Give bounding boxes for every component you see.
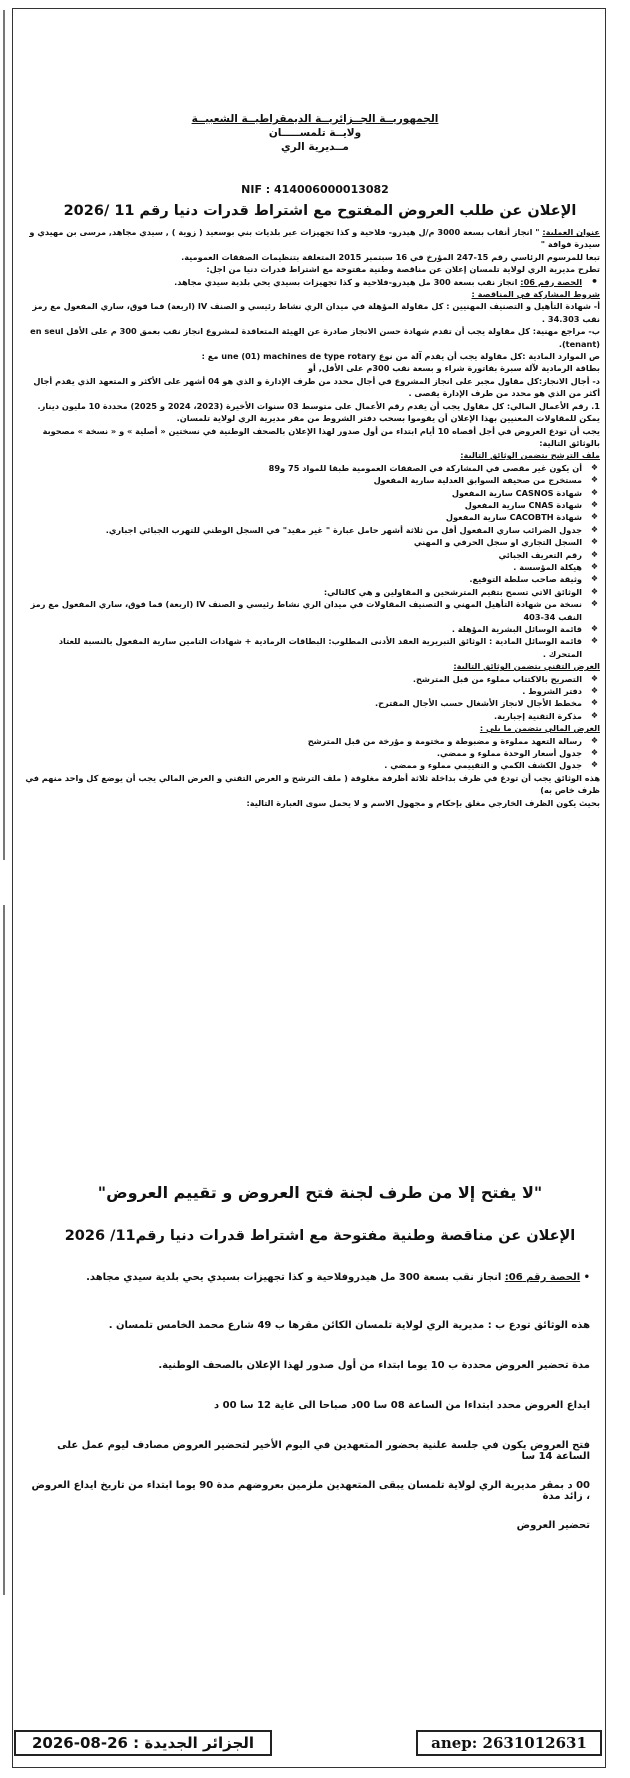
condition-references: ب- مراجع مهنية: كل مقاولة يجب أن تقدم شهادة حسن الانجاز صادرة عن الهيئة المتعاقدة لمشروع انجاز نقب بعمق 300 م على الأقل en seul (tenant). <box>30 326 600 349</box>
financial-offer-list <box>24 735 600 772</box>
header-directorate: مــديرية الري <box>281 141 349 153</box>
list-item: ❖ رقم التعريف الجبائي <box>24 549 584 561</box>
list-item: ❖ التصريح بالاكتتاب مملوء من قبل المترشح. <box>24 673 584 685</box>
list-item: ❖ هيكلة المؤسسة . <box>24 561 584 573</box>
list-item: ❖ الوثائق الاتي تسمح بتقيم المترشحين و المقاولين و هي كالتالي: <box>24 586 584 598</box>
list-item: ❖ جدول الضرائب ساري المفعول أقل من ثلاثة أشهر حامل عبارة " غير مقيد" في السجل الوطني للتهرب الجبائي اجباري. <box>24 524 584 536</box>
technical-offer-heading: العرض التقني يتضمن الوثائق التالية: <box>453 661 600 672</box>
list-item: ❖ السجل التجاري او سجل الحرفي و المهني <box>24 536 584 548</box>
decree-reference: تبعا للمرسوم الرئاسي رقم 15-247 المؤرخ في 16 سبتمبر 2015 المتعلقة بتنظيمات الصفقات العمومية. <box>181 251 600 262</box>
document-header <box>0 112 630 154</box>
list-item: ❖ دفتر الشروط . <box>24 685 584 697</box>
list-item: ❖ أن يكون غير مقصى في المشاركة في الصفقات العمومية طبقا للمواد 75 و89 <box>24 462 584 474</box>
list-item: ❖ مذكرة التقنية إجبارية. <box>24 710 584 722</box>
list-item: ❖ رسالة التعهد مملوءة و مضبوطة و مختومة و مؤرخة من قبل المترشح <box>24 735 584 747</box>
lot-list <box>24 276 600 288</box>
list-item: ❖ جدول الكشف الكمي و التقييمي مملوء و ممضي . <box>24 759 584 771</box>
nif-number: NIF : 414006000013082 <box>241 183 389 196</box>
preparation-period: مدة تحضير العروض محددة ب 10 يوما ابتداء من أول صدور لهذا الإعلان بالصحف الوطنية. <box>158 1360 590 1371</box>
submission-deadline: يجب أن تودع العروض في أجل أقصاه 10 أيام ابتداء من أول صدور لهذا الإعلان بالصحف الوطنية في نسختين « أصلية » و « نسخة » مصحوبة بالوثائق التالية: <box>42 425 600 448</box>
deposit-hours: ايداع العروض محدد ابتداءا من الساعة 08 سا 00د صباحا الى غاية 12 سا 00 د <box>213 1400 590 1411</box>
validity-period: 00 د بمقر مديرية الري لولاية تلمسان يبقى المتعهدين ملزمين بعروضهم مدة 90 يوما ابتداء من تاريخ ايداع العروض ، زائد مدة <box>31 1480 590 1502</box>
list-item: ❖ مستخرج من صحيفة السوابق العدلية سارية المفعول <box>24 474 584 486</box>
list-item: ❖ نسخة من شهادة التأهيل المهني و التصنيف المقاولات في ميدان الري نشاط رئيسي و الصنف IV (اربعة) فما فوق، ساري المفعول مع رمز النقب 34-403 <box>24 598 584 623</box>
list-item: ❖ قائمة الوسائل المادية : الوثائق التبريرية العقد الأدنى المطلوب: البطاقات الرمادية + شهادات التامين سارية المفعول بالنسبة للعتاد المتحرك . <box>24 635 584 660</box>
preparation-end: تحضير العروض <box>516 1520 590 1531</box>
financial-offer-heading: العرض المالي يتضمن ما يلي : <box>479 723 600 734</box>
deposit-location: هذه الوثائق تودع ب : مديرية الري لولاية تلمسان الكائن مقرها ب 49 شارع محمد الخامس تلمسان . <box>108 1320 590 1331</box>
list-item: ❖ مخطط الأجال لانجاز الأشغال حسب الأجال المقترح. <box>24 697 584 709</box>
specifications-withdrawal: يمكن للمقاولات المعنيين بهذا الإعلان أن يقوموا بسحب دفتر الشروط من مقر مديرية الري لولاية تلمسان. <box>176 413 600 424</box>
opening-session: فتح العروض يكون في جلسة علنية بحضور المتعهدين في اليوم الأخير لتحضير العروض مصادف ليوم عمل على الساعة 14 سا <box>57 1440 590 1462</box>
list-item: ❖ جدول أسعار الوحدة مملوء و ممضي. <box>24 747 584 759</box>
envelope-mention: "لا يفتح إلا من طرف لجنة فتح العروض و تقييم العروض" <box>97 1183 543 1202</box>
conditions-heading: شروط المشاركة في المناقصة : <box>471 289 600 300</box>
condition-turnover: 1. رقم الأعمال المالي: كل مقاول يجب أن يقدم رقم الأعمال على متوسط 03 سنوات الأخيرة (2023، 2024 و 2025) محددة 10 مليون دينار. <box>37 400 600 411</box>
newspaper-date-box: الجزائر الجديدة : 26-08-2026 <box>14 1730 272 1756</box>
announcement-title: الإعلان عن طلب العروض المفتوح مع اشتراط قدرات دنيا رقم 11 /2026 <box>63 203 577 219</box>
condition-equipment-detail: بطاقة الرمادية لآلة سبرة بفاتورة شراء و بسعة نقب 300م على الأقل, أو <box>307 363 600 374</box>
announcement-body <box>24 226 600 809</box>
operation-title: عنوان العملية: " انجاز أنقاب بسعة 3000 م/ل هيدرو- فلاحية و كذا تجهيزات عبر بلديات بني بوسعيد ( زوية ) , سيدي مجاهد, مرسى بن مهيدي و سيدرة فوافة " <box>29 227 600 250</box>
technical-offer-list <box>24 673 600 723</box>
list-item: ❖ شهادة CACOBTH سارية المفعول <box>24 511 584 523</box>
lot-item: • الحصة رقم 06: انجاز نقب بسعة 300 مل هيدروفلاحية و كذا تجهيزات بسيدي يحي بلدية سيدي مجاهد. <box>86 1272 590 1283</box>
second-announcement-title: الإعلان عن مناقصة وطنية مفتوحة مع اشتراط قدرات دنيا رقم11/ 2026 <box>64 1228 576 1244</box>
condition-deadline: د- أجال الانجاز:كل مقاول مجبر على انجاز المشروع في أجال محدد من طرف الإدارة و الذي هو 04 أشهر على الأكثر و المتعهد الذي يقدم أجال أكثر من الذي هو محدد من طرف الإدارة يقصى . <box>33 375 600 399</box>
list-item: ❖ قائمة الوسائل البشرية المؤهلة . <box>24 623 584 635</box>
candidacy-file-heading: ملف الترشح يتضمن الوثائق التالية: <box>460 450 600 461</box>
tender-intro: تطرح مديرية الري لولاية تلمسان إعلان عن مناقصة وطنية مفتوحة مع اشتراط قدرات دنيا من اجل: <box>206 264 600 275</box>
candidacy-file-list <box>24 462 600 661</box>
lot-item: • الحصة رقم 06: انجاز نقب بسعة 300 مل هيدرو-فلاحية و كذا تجهيزات بسيدي يحي بلدية سيدي مجاهد. <box>24 276 584 288</box>
anep-reference-box: anep: 2631012631 <box>416 1730 602 1756</box>
list-item: ❖ شهادة CASNOS سارية المفعول <box>24 487 584 499</box>
condition-qualification: أ- شهادة التأهيل و التصنيف المهنيين : كل مقاولة المؤهلة في ميدان الري نشاط رئيسي و الصنف IV (اربعة) فما فوق، ساري المفعول مع رمز نقب 34.303 . <box>32 301 600 324</box>
page-margin-line <box>3 905 5 1595</box>
list-item: ❖ شهادة CNAS سارية المفعول <box>24 499 584 511</box>
condition-equipment: ص الموارد المادية :كل مقاولة يجب أن يقدم آلة من نوع une (01) machines de type rotary مع : <box>201 351 600 362</box>
header-wilaya: ولايــة تلمســـــان <box>268 127 362 139</box>
header-republic: الجمهوريــة الجــزائريــة الديمقراطيــة الشعبيــة <box>191 113 439 125</box>
envelope-instructions-2: بحيث يكون الظرف الخارجي مغلق بإحكام و مجهول الاسم و لا يحمل سوى العبارة التالية: <box>246 797 600 808</box>
list-item: ❖ وثيقة صاحب سلطة التوقيع. <box>24 573 584 585</box>
envelope-instructions: هذه الوثائق يجب أن تودع في ظرف بداخلة ثلاثة أظرفة مغلوقة ( ملف الترشح و العرض التقني و العرض المالي يجب أن يوضع كل واحد منهم في ظرف خاص به) <box>25 772 600 796</box>
